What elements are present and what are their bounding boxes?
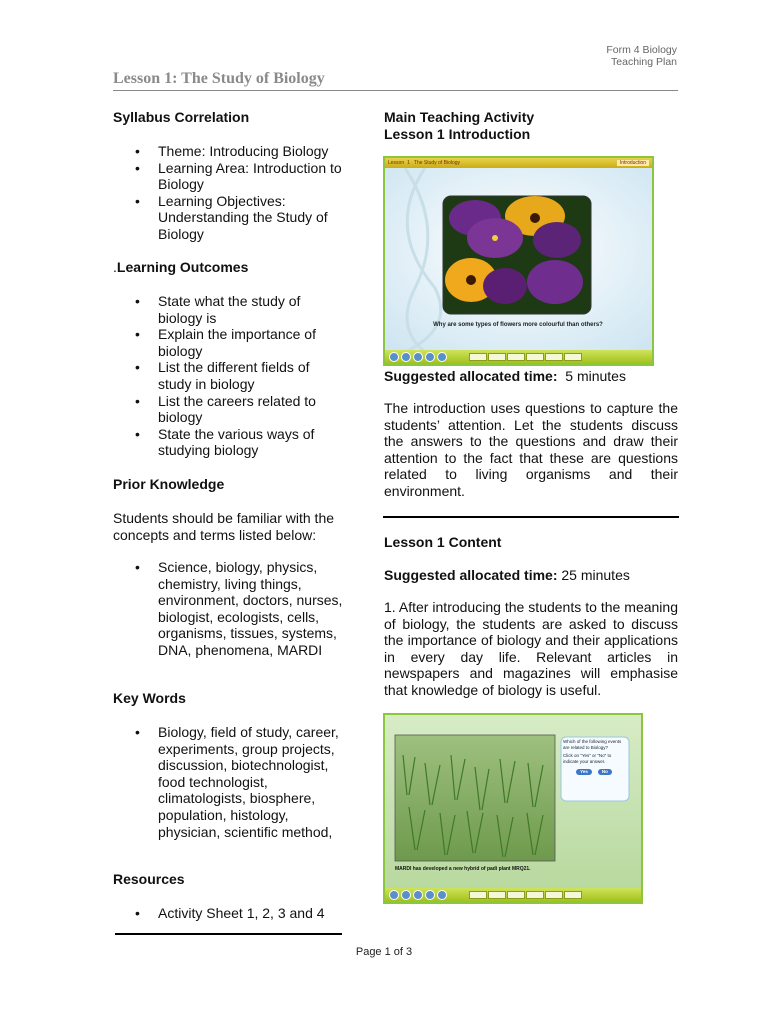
- screen-tab-label: Lesson: [388, 160, 405, 166]
- time2-label: Suggested allocated time:: [384, 567, 558, 583]
- list-item: • List the careers related to biology: [113, 393, 343, 426]
- title-divider: [113, 90, 678, 91]
- quiz-question: Which of the following events are related to Biology?: [563, 739, 622, 750]
- nav-tab[interactable]: [507, 353, 525, 361]
- list-item: • Biology, field of study, career, experiments, group projects, discussion, biotechnologist, food technologist, climatologists, biosphere, population, histology, physician, scientific method,: [113, 724, 345, 840]
- padi-caption: MARDI has developed a new hybrid of padi plant MRQ21.: [395, 866, 531, 872]
- nav-tab[interactable]: [526, 353, 544, 361]
- time1-line: [384, 368, 626, 385]
- resources-heading: Resources: [113, 871, 185, 887]
- home-icon[interactable]: [389, 352, 399, 362]
- back-icon[interactable]: [401, 352, 411, 362]
- screen-toolbar: [385, 350, 652, 364]
- list-item: • Science, biology, physics, chemistry, living things, environment, doctors, nurses, biologist, ecologists, cells, organisms, tissues, systems, DNA, phenomena, MARDI: [113, 559, 345, 659]
- question-text-block: [563, 739, 625, 775]
- time1-label: Suggested allocated time:: [384, 368, 558, 384]
- screen-nav-tabs: [469, 353, 582, 361]
- list-item: • Learning Area: Introduction to Biology: [113, 160, 343, 193]
- list-item: • Explain the importance of biology: [113, 326, 343, 359]
- time2-value: 25 minutes: [561, 567, 630, 583]
- nav-tab[interactable]: [488, 353, 506, 361]
- screen-toolbar: [385, 888, 641, 902]
- back-icon[interactable]: [401, 890, 411, 900]
- prior-knowledge-text: Students should be familiar with the concepts and terms listed below:: [113, 510, 335, 543]
- glossary-icon[interactable]: [425, 352, 435, 362]
- exit-icon[interactable]: [437, 352, 447, 362]
- key-words-heading: Key Words: [113, 690, 186, 706]
- outcomes-title: Learning Outcomes: [116, 259, 249, 275]
- screen-caption: Why are some types of flowers more colourful than others?: [433, 322, 603, 328]
- resources-list: [113, 905, 345, 922]
- list-item: • Learning Objectives: Understanding the Study of Biology: [113, 193, 343, 243]
- screen-title: The Study of Biology: [413, 160, 461, 166]
- padi-photo: [395, 735, 555, 861]
- nav-tab[interactable]: [545, 353, 563, 361]
- help-icon[interactable]: [413, 352, 423, 362]
- intro-screenshot: [383, 156, 654, 366]
- document-header: [606, 44, 677, 68]
- nav-tab[interactable]: [564, 353, 582, 361]
- list-item: • Theme: Introducing Biology: [113, 143, 343, 160]
- content-heading: Lesson 1 Content: [384, 534, 502, 550]
- nav-tab[interactable]: [526, 891, 544, 899]
- screen-title-bar: [385, 158, 652, 168]
- prior-knowledge-list: [113, 559, 345, 659]
- nav-tab[interactable]: [469, 891, 487, 899]
- outcomes-heading: [113, 259, 248, 276]
- no-button[interactable]: No: [598, 769, 612, 775]
- intro-paragraph: The introduction uses questions to capture the students’ attention. Let the students discuss the answers to the questions and draw their attention to the fact that these are questions related to living organisms and their environment.: [384, 400, 678, 499]
- left-bottom-rule: [115, 933, 342, 935]
- list-item: • State what the study of biology is: [113, 293, 343, 326]
- home-icon[interactable]: [389, 890, 399, 900]
- main-activity-heading: Main Teaching Activity: [384, 109, 535, 125]
- list-item: • State the various ways of studying biology: [113, 426, 343, 459]
- screen-section: Introduction: [617, 160, 649, 166]
- syllabus-heading: Syllabus Correlation: [113, 109, 250, 125]
- right-section-rule: [383, 516, 679, 518]
- lesson-intro-heading: Lesson 1 Introduction: [384, 126, 531, 142]
- nav-tab[interactable]: [507, 891, 525, 899]
- help-icon[interactable]: [413, 890, 423, 900]
- nav-tab[interactable]: [545, 891, 563, 899]
- flower-photo: [443, 196, 591, 314]
- list-item: • Activity Sheet 1, 2, 3 and 4: [113, 905, 345, 922]
- prior-knowledge-heading: Prior Knowledge: [113, 476, 225, 492]
- screen-nav-tabs: [469, 891, 582, 899]
- list-item: • List the different fields of study in biology: [113, 359, 343, 392]
- content-paragraph: 1. After introducing the students to the meaning of biology, the students are asked to discuss the importance of biology and their applications in every day life. Relevant articles in newspapers and magazines will emphasise that knowledge of biology is useful.: [384, 599, 678, 698]
- header-subject: Form 4 Biology: [606, 44, 677, 56]
- quiz-instruction: Click on "Yes" or "No" to indicate your answer.: [563, 753, 612, 764]
- key-words-list: [113, 724, 345, 840]
- content-screenshot: [383, 713, 643, 904]
- time1-value: 5 minutes: [565, 368, 626, 384]
- syllabus-list: [113, 143, 343, 243]
- exit-icon[interactable]: [437, 890, 447, 900]
- page-number: Page 1 of 3: [355, 946, 413, 958]
- nav-tab[interactable]: [564, 891, 582, 899]
- outcomes-prefix: .: [113, 259, 117, 275]
- yes-button[interactable]: Yes: [576, 769, 592, 775]
- flower-scene: [385, 168, 652, 352]
- header-doc-type: Teaching Plan: [611, 56, 677, 68]
- lesson-title: Lesson 1: The Study of Biology: [113, 70, 325, 87]
- screen-tab-number: 1: [407, 160, 410, 166]
- nav-tab[interactable]: [469, 353, 487, 361]
- outcomes-list: [113, 293, 343, 459]
- time2-line: [384, 567, 630, 584]
- glossary-icon[interactable]: [425, 890, 435, 900]
- nav-tab[interactable]: [488, 891, 506, 899]
